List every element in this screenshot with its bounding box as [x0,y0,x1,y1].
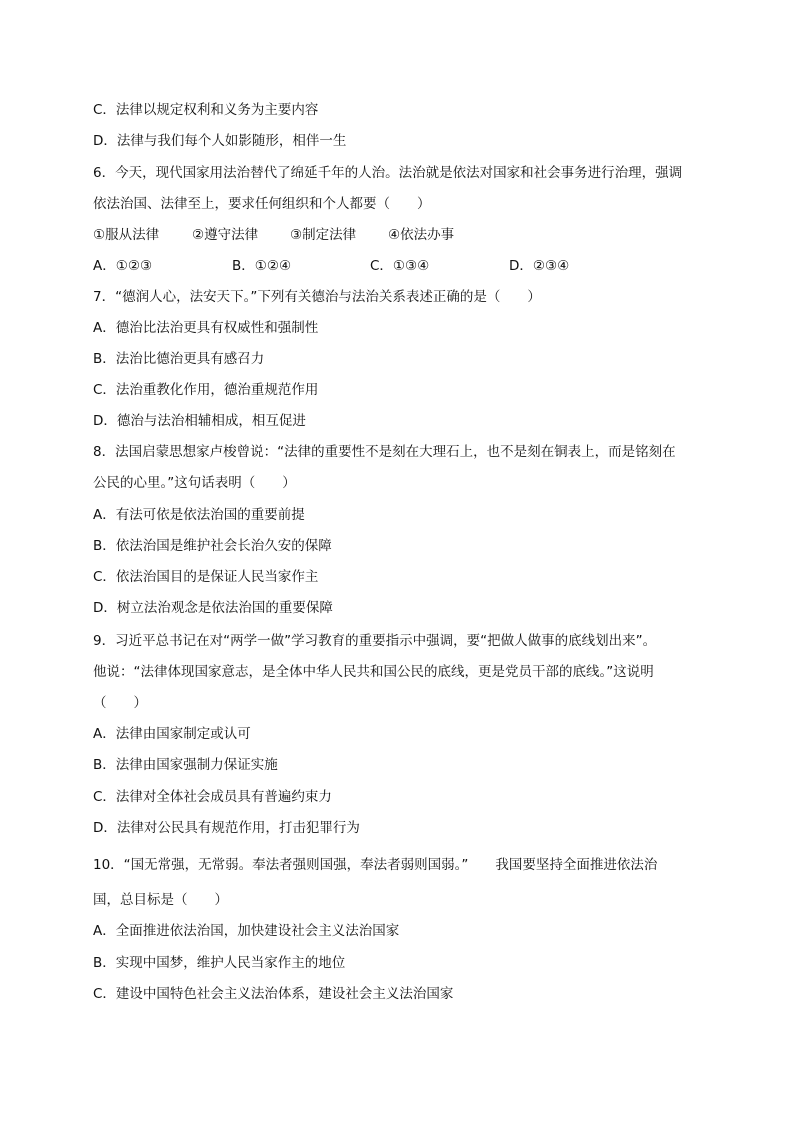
q10-option-a: A．全面推进依法治国，加快建设社会主义法治国家 [93,923,400,939]
q5-option-c: C．法律以规定权利和义务为主要内容 [93,102,319,118]
q8-option-a: A．有法可依是依法治国的重要前提 [93,507,305,523]
q9-option-b: B．法律由国家强制力保证实施 [93,757,278,773]
q7-option-b: B．法治比德治更具有感召力 [93,351,265,367]
q9-option-c: C．法律对全体社会成员具有普遍约束力 [93,789,332,805]
q8-option-d: D．树立法治观念是依法治国的重要保障 [93,600,333,616]
q6-item-1: ①服从法律 [93,227,160,243]
q6-item-4: ④依法办事 [388,227,455,243]
q9-option-a: A．法律由国家制定或认可 [93,726,251,742]
q10-stem-line2: 国，总目标是（ ） [93,892,228,908]
q10-option-b: B．实现中国梦，维护人民当家作主的地位 [93,955,346,971]
q6-option-a: A．①②③ [93,258,153,274]
q8-stem-line1: 8．法国启蒙思想家卢梭曾说：“法律的重要性不是刻在大理石上，也不是刻在铜表上，而是铭刻在 [93,444,676,460]
q8-option-b: B．依法治国是维护社会长治久安的保障 [93,538,332,554]
q5-option-d: D．法律与我们每个人如影随形，相伴一生 [93,133,347,149]
q9-stem-line1: 9．习近平总书记在对“两学一做”学习教育的重要指示中强调，要“把做人做事的底线划出来”。 [93,633,657,649]
q6-option-c: C．①③④ [370,258,430,274]
q9-option-d: D．法律对公民具有规范作用，打击犯罪行为 [93,820,360,836]
q6-item-3: ③制定法律 [290,227,357,243]
q6-option-b: B．①②④ [232,258,292,274]
q6-stem-line2: 依法治国、法律至上，要求任何组织和个人都要（ ） [93,196,431,212]
q7-option-a: A．德治比法治更具有权威性和强制性 [93,320,319,336]
q9-stem-line2: 他说：“法律体现国家意志，是全体中华人民共和国公民的底线，更是党员干部的底线。”这说明 [93,664,654,680]
q10-stem-line1: 10．“国无常强，无常弱。奉法者强则国强，奉法者弱则国弱。” 我国要坚持全面推进依法治 [93,857,658,873]
q7-option-c: C．法治重教化作用，德治重规范作用 [93,382,319,398]
q8-option-c: C．依法治国目的是保证人民当家作主 [93,569,319,585]
q9-stem-line3: （ ） [93,695,147,711]
q6-item-2: ②遵守法律 [192,227,259,243]
q7-stem: 7．“德润人心，法安天下。”下列有关德治与法治关系表述正确的是（ ） [93,289,541,305]
q7-option-d: D．德治与法治相辅相成，相互促进 [93,413,306,429]
q8-stem-line2: 公民的心里。”这句话表明（ ） [93,475,296,491]
q10-option-c: C．建设中国特色社会主义法治体系，建设社会主义法治国家 [93,986,454,1002]
q6-option-d: D．②③④ [509,258,570,274]
q6-stem-line1: 6．今天，现代国家用法治替代了绵延千年的人治。法治就是依法对国家和社会事务进行治理，强调 [93,165,683,181]
